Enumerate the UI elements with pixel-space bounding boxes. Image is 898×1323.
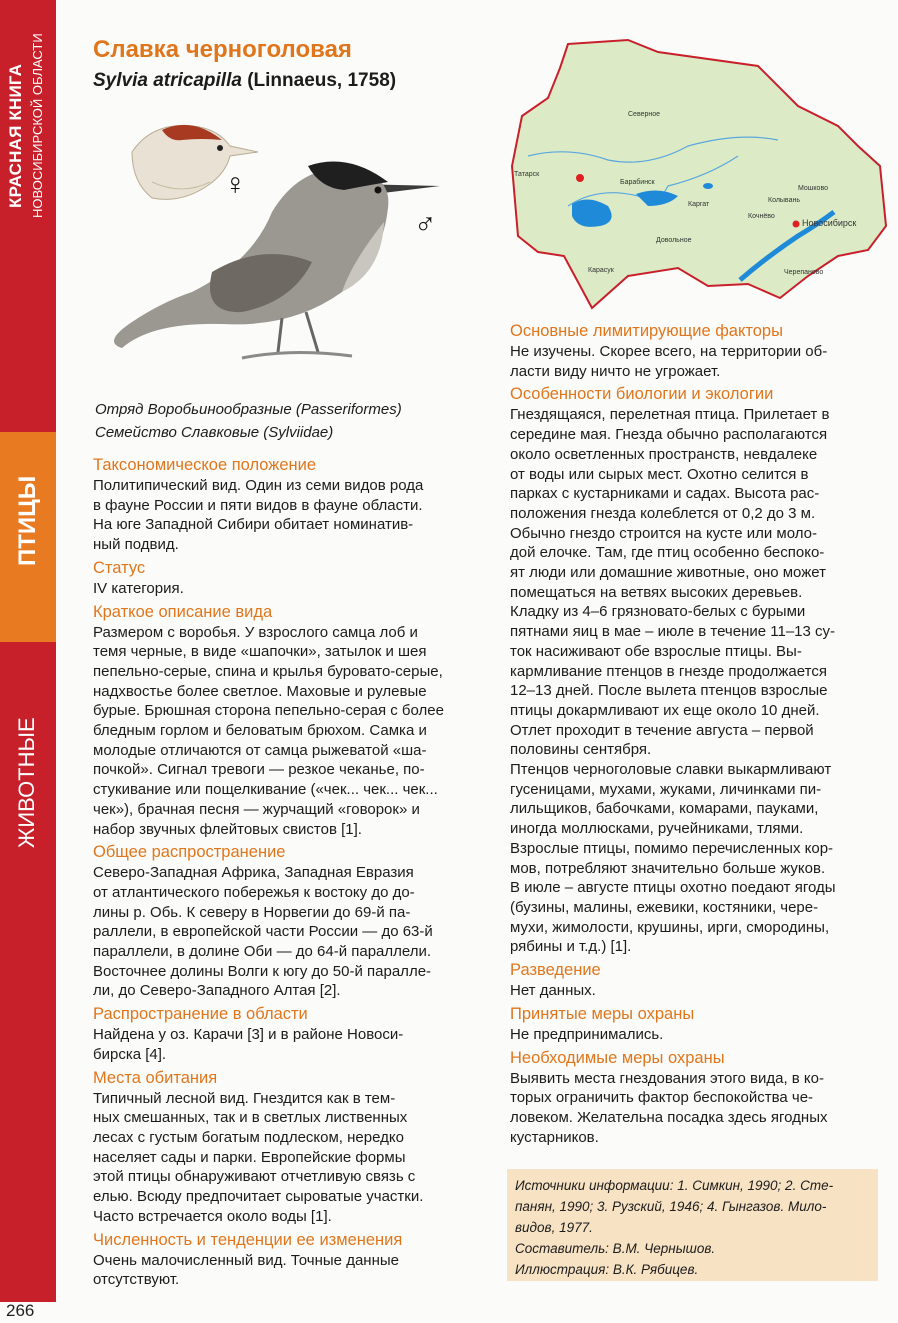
text-line: Северо-Западная Африка, Западная Евразия bbox=[93, 864, 414, 882]
compiler-line: Составитель: В.М. Чернышов. bbox=[515, 1241, 716, 1256]
text-line: рябины и т.д.) [1]. bbox=[510, 938, 632, 956]
text-line: ных смешанных, так и в светлых лиственных bbox=[93, 1109, 408, 1127]
text-line: кармливание птенцов в гнезде продолжается bbox=[510, 662, 827, 680]
text-line: положения гнезда колеблется от 0,2 до 3 м. bbox=[510, 504, 816, 522]
taxonomy-order: Отряд Воробьинообразные (Passeriformes) bbox=[95, 401, 402, 418]
section-body bbox=[93, 863, 465, 1001]
text-line: Политипический вид. Один из семи видов рода bbox=[93, 477, 424, 494]
section bbox=[93, 454, 465, 555]
map-label: Мошково bbox=[798, 185, 828, 192]
text-line: почкой». Сигнал тревоги — резкое чеканье, по- bbox=[93, 761, 425, 779]
species-title: Славка черноголовая bbox=[93, 36, 352, 63]
section-heading: Численность и тенденции ее изменения bbox=[93, 1230, 403, 1249]
map-label: Татарск bbox=[514, 171, 540, 178]
text-line: Кладку из 4–6 грязновато-белых с бурыми bbox=[510, 603, 806, 621]
section-heading: Разведение bbox=[510, 961, 601, 980]
page-number: 266 bbox=[6, 1301, 35, 1320]
text-line: мухи, жимолости, крушины, ирги, смородины, bbox=[510, 918, 830, 936]
category-label: ЖИВОТНЫЕ bbox=[14, 717, 39, 848]
region-outline bbox=[512, 40, 886, 308]
latin-name bbox=[93, 70, 396, 92]
text-line: ли, до Северо-Западного Алтая [2]. bbox=[93, 982, 341, 1000]
map-label: Барабинск bbox=[620, 179, 655, 186]
text-line: от атлантического побережья к востоку до до- bbox=[93, 883, 415, 901]
female-symbol: ♀ bbox=[224, 168, 247, 201]
text-line: в фауне России и пяти видов в фауне области. bbox=[93, 496, 423, 514]
record-marker bbox=[576, 174, 584, 182]
map-label: Довольное bbox=[656, 237, 692, 244]
map-label: Колывань bbox=[768, 197, 800, 204]
text-line: молодые отличаются от самца рыжеватой «ша- bbox=[93, 741, 427, 759]
distribution-map bbox=[508, 36, 890, 312]
text-line: пепельно-серые, спина и крылья буровато-серые, bbox=[93, 662, 443, 680]
text-line: этой птицы обнаруживают отчетливую связь с bbox=[93, 1168, 416, 1186]
text-line: Выявить места гнездования этого вида, в ко- bbox=[510, 1069, 824, 1087]
text-line: от воды или сырых мест. Охотно селится в bbox=[510, 465, 809, 483]
text-line: торых ограничить фактор беспокойства че- bbox=[510, 1089, 814, 1107]
text-line: половины сентября. bbox=[510, 741, 652, 759]
section-heading: Необходимые меры охраны bbox=[510, 1048, 725, 1067]
source-line: видов, 1977. bbox=[515, 1220, 593, 1235]
map-label: Карасук bbox=[588, 267, 614, 274]
text-line: лесах с густым богатым подлеском, нередко bbox=[93, 1128, 404, 1146]
text-line: бурые. Брюшная сторона пепельно-серая с более bbox=[93, 702, 444, 720]
text-line: ловеком. Желательна посадка здесь ягодных bbox=[510, 1108, 828, 1126]
text-line: дой елочке. Там, где птиц особенно беспоко- bbox=[510, 544, 825, 562]
text-line: Типичный лесной вид. Гнездится как в тем- bbox=[93, 1089, 396, 1107]
section-body bbox=[93, 623, 465, 840]
section bbox=[93, 1003, 465, 1064]
section bbox=[510, 1003, 878, 1045]
section-body bbox=[93, 1089, 465, 1227]
text-line: Часто встречается около воды [1]. bbox=[93, 1207, 332, 1225]
text-line: набор звучных флейтовых свистов [1]. bbox=[93, 820, 362, 838]
text-line: На юге Западной Сибири обитает номинатив- bbox=[93, 516, 414, 534]
map-label: Кочнёво bbox=[748, 213, 775, 220]
text-line: 12–13 дней. После вылета птенцов взрослые bbox=[510, 682, 828, 700]
section bbox=[93, 557, 465, 599]
latin-genus-species: Sylvia atricapilla bbox=[93, 70, 242, 91]
section-body bbox=[93, 579, 465, 599]
text-line: Очень малочисленный вид. Точные данные bbox=[93, 1251, 399, 1269]
text-line: лины р. Обь. К северу в Норвегии до 69-й па- bbox=[93, 903, 411, 921]
text-line: ток насиживают обе взрослые птицы. Вы- bbox=[510, 642, 802, 660]
text-line: темя черные, в виде «шапочки», затылок и шея bbox=[93, 643, 427, 661]
text-line: Найдена у оз. Карачи [3] и в районе Новоси- bbox=[93, 1026, 404, 1044]
section-heading: Особенности биологии и экологии bbox=[510, 385, 774, 404]
section-body bbox=[93, 476, 465, 555]
text-line: елью. Всюду предпочитает сыроватые участки. bbox=[93, 1188, 424, 1206]
right-column bbox=[510, 318, 878, 1147]
text-line: В июле – августе птицы охотно поедают ягоды bbox=[510, 879, 836, 897]
section-label: ПТИЦЫ bbox=[14, 475, 41, 566]
section-heading: Основные лимитирующие факторы bbox=[510, 322, 783, 340]
section-heading: Краткое описание вида bbox=[93, 602, 273, 621]
text-line: (бузины, малины, ежевики, костяники, чере- bbox=[510, 898, 819, 916]
section bbox=[93, 601, 465, 840]
section-heading: Статус bbox=[93, 558, 146, 577]
section bbox=[93, 841, 465, 1001]
source-line: панян, 1990; 3. Рузский, 1946; 4. Гынгазов. Мило- bbox=[515, 1199, 827, 1214]
map-label: Каргат bbox=[688, 201, 710, 208]
text-line: птицы докармливают их еще около 10 дней. bbox=[510, 701, 820, 719]
text-line: кустарников. bbox=[510, 1128, 599, 1146]
section-heading: Распространение в области bbox=[93, 1005, 308, 1024]
section-body bbox=[510, 405, 878, 957]
latin-author: (Linnaeus, 1758) bbox=[241, 70, 397, 91]
text-line: ный подвид. bbox=[93, 536, 179, 554]
text-line: лильщиков, бабочками, комарами, пауками, bbox=[510, 800, 819, 818]
illustrator-line: Иллюстрация: В.К. Рябицев. bbox=[515, 1262, 699, 1277]
text-line: около осветленных пространств, невдалеке bbox=[510, 445, 818, 463]
section-body bbox=[93, 1025, 465, 1064]
text-line: середине мая. Гнезда обычно располагаются bbox=[510, 426, 828, 444]
text-line: параллели, в долине Оби — до 64-й параллели. bbox=[93, 943, 432, 961]
text-line: пятнами яиц в мае – июле в течение 11–13 су- bbox=[510, 623, 836, 641]
text-line: раллели, в европейской части России — до 63-й bbox=[93, 923, 433, 941]
sources-box bbox=[507, 1169, 878, 1281]
text-line: Птенцов черноголовые славки выкармливают bbox=[510, 761, 832, 779]
text-line: Не изучены. Скорее всего, на территории об- bbox=[510, 343, 828, 360]
text-line: надхвостье более светлое. Маховые и рулевые bbox=[93, 682, 427, 700]
text-line: чек»), брачная песня — журчащий «говорок» и bbox=[93, 800, 420, 818]
book-region: НОВОСИБИРСКОЙ ОБЛАСТИ bbox=[30, 33, 45, 218]
text-line: Не предпринимались. bbox=[510, 1025, 664, 1043]
section-heading: Принятые меры охраны bbox=[510, 1004, 695, 1023]
text-line: парках с кустарниками и садах. Высота рас- bbox=[510, 485, 820, 503]
section-heading: Общее распространение bbox=[93, 843, 286, 862]
text-line: помещаться на ветвях высоких деревьев. bbox=[510, 583, 803, 601]
taxonomy-family: Семейство Славковые (Sylviidae) bbox=[95, 424, 334, 441]
map-label: Северное bbox=[628, 111, 661, 118]
text-line: Размером с воробья. У взрослого самца лоб и bbox=[93, 623, 418, 641]
book-title: КРАСНАЯ КНИГА bbox=[6, 63, 25, 208]
male-symbol: ♂ bbox=[414, 208, 437, 241]
map-label: Новосибирск bbox=[802, 218, 857, 228]
text-line: бледным горлом и беловатым брюхом. Самка и bbox=[93, 722, 427, 740]
left-column bbox=[93, 452, 465, 1290]
text-line: Обычно гнездо строится на кусте или моло- bbox=[510, 524, 817, 542]
section bbox=[510, 383, 878, 957]
text-line: бирска [4]. bbox=[93, 1045, 167, 1063]
text-line: Гнездящаяся, перелетная птица. Прилетает в bbox=[510, 406, 830, 424]
section bbox=[510, 959, 878, 1001]
section-body bbox=[510, 1025, 878, 1045]
text-line: Отлет проходит в течение августа – первой bbox=[510, 721, 814, 739]
map-label: Черепаново bbox=[784, 269, 824, 276]
section bbox=[93, 1067, 465, 1227]
male-bird-illustration bbox=[92, 152, 444, 374]
record-marker bbox=[793, 221, 800, 228]
text-line: Нет данных. bbox=[510, 982, 596, 1000]
text-line: Восточнее долины Волги к югу до 50-й паралле- bbox=[93, 962, 432, 980]
text-line: гусеницами, мухами, жуками, личинками пи- bbox=[510, 780, 822, 798]
section bbox=[510, 320, 878, 381]
section-heading: Места обитания bbox=[93, 1068, 218, 1087]
text-line: населяет сады и парки. Европейские формы bbox=[93, 1148, 406, 1166]
section-body bbox=[510, 342, 878, 381]
section bbox=[93, 1229, 465, 1290]
text-line: ят люди или домашние животные, оно может bbox=[510, 564, 826, 582]
text-line: Взрослые птицы, помимо перечисленных кор- bbox=[510, 839, 834, 857]
section bbox=[510, 1047, 878, 1148]
text-line: отсутствуют. bbox=[93, 1271, 180, 1289]
text-line: ласти виду ничто не угрожает. bbox=[510, 362, 721, 380]
lake bbox=[703, 183, 713, 189]
text-line: мов, потребляют значительно больше жуков. bbox=[510, 859, 826, 877]
section-body bbox=[93, 1251, 465, 1290]
section-body bbox=[510, 981, 878, 1001]
sources-text bbox=[515, 1175, 875, 1280]
source-line: Источники информации: 1. Симкин, 1990; 2. Сте- bbox=[515, 1178, 834, 1193]
text-line: IV категория. bbox=[93, 579, 184, 597]
text-line: стукивание или пощелкивание («чек... чек... чек... bbox=[93, 781, 438, 799]
text-line: иногда моллюсками, ручейниками, тлями. bbox=[510, 820, 804, 838]
taxonomy-block bbox=[95, 398, 402, 444]
section-body bbox=[510, 1069, 878, 1148]
section-heading: Таксономическое положение bbox=[93, 456, 317, 474]
